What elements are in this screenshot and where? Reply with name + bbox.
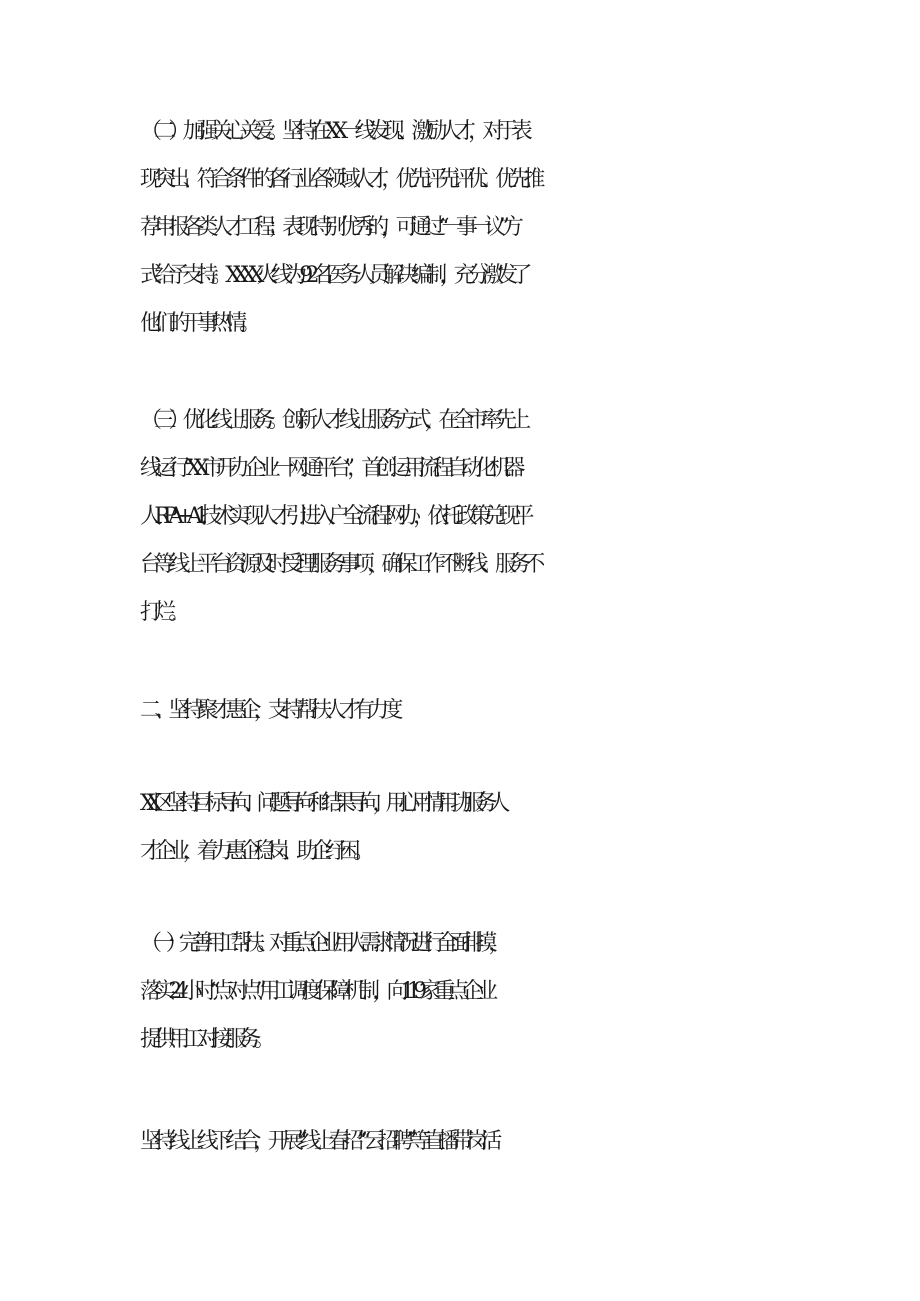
text-line: （三）优化线上服务。创新人才线上服务方式，在全市率先上	[140, 408, 524, 433]
text-line: 才企业，着力惠企稳岗、助企纾困。	[140, 839, 368, 864]
text-line: 人RPA+A1.技术实现人才引进入户全流程网办，依托政策兑现平	[140, 504, 527, 529]
text-line: 打烂。	[140, 600, 183, 625]
text-line: 他们的干事热情。	[140, 311, 254, 336]
section-heading-text: 二、坚持聚才惠企，支持帮扶人才有力度	[140, 698, 396, 723]
text-line: （二）加强关心关爱。坚持在XX一线发现、激励人才，对于表	[140, 119, 525, 144]
text-line: 式给予支持。XXXX火线为92名医务人员解决编制，充分激发了	[140, 263, 525, 288]
text-line: 台等线上平台资源及时受理服务事项，确保工作不断线、服务不	[140, 552, 538, 577]
text-line: 线运行“XX市开办企业一网通平台”，首创运用流程自动化机器	[140, 456, 518, 481]
text-line: 落实24小时“点对点”用工调度保障机制，向119家重点企业	[140, 979, 491, 1004]
paragraph-online-service	[140, 397, 800, 637]
text-line: （一）完善用工帮扶。对重点企业用人需求情况进行全面排摸，	[140, 931, 502, 956]
paragraph-online-offline	[140, 1118, 800, 1166]
text-line: 荐申报各类人才工程；表现特别优秀的，可通过“一事一议”方	[140, 215, 517, 240]
section-heading-two	[140, 687, 800, 735]
text-line: XX区坚持目标导向、问题导向和结果导向，用心用情用功服务人	[140, 791, 502, 816]
paragraph-district-intro	[140, 780, 800, 876]
text-line: 提供用工对接服务。	[140, 1027, 268, 1052]
text-line: 坚持线上线下结合，开展“线上春招”“云招聘”等直播带岗活	[140, 1129, 495, 1154]
paragraph-strengthen-care	[140, 108, 800, 348]
paragraph-employment-support	[140, 920, 800, 1064]
text-line: 现突出、符合条件的各行业各领域人才，优先评先评优、优先推	[140, 167, 538, 192]
